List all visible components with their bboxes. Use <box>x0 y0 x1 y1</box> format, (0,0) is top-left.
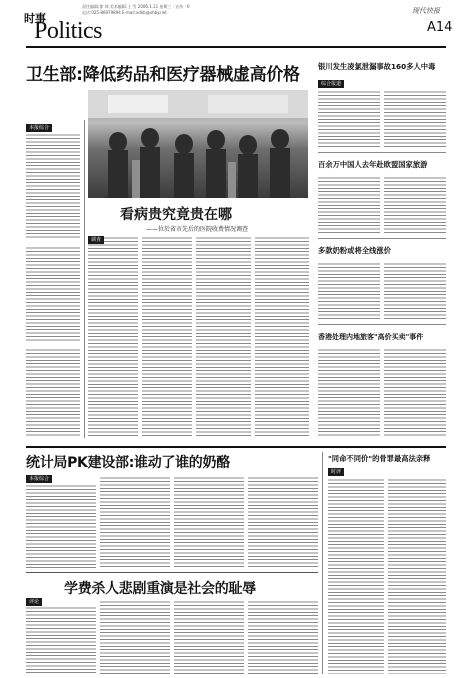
masthead-meta: 责任编辑:徐 坤 美术编辑:王 雪 2006.1.11 星期三 · 宣传 · 0 <box>82 4 190 9</box>
article-left-column-3 <box>26 348 80 438</box>
right-story-1-col-b <box>384 90 446 148</box>
photo-headline: 看病贵究竟贵在哪 <box>120 207 232 223</box>
right-story-3-col-a <box>318 262 380 320</box>
right-headline-4: 香港处理内地旅客"高价买卖"事件 <box>318 333 424 341</box>
right-story-1-col-a <box>318 90 380 148</box>
section-title-cn: 时事 <box>24 12 46 25</box>
right-headline-2: 百余万中国人去年赴欧盟国家旅游 <box>318 160 428 169</box>
lower-divider <box>26 572 318 573</box>
right-story-2-col-b <box>384 176 446 234</box>
page-number: A14 <box>427 20 453 35</box>
masthead-contact: 电话:025-86979894 E-mail:xdkb@xhby.net <box>82 10 167 15</box>
section-title-en: Politics <box>34 18 103 44</box>
right-story-2-col-a <box>318 176 380 234</box>
right-headline-3: 多款奶粉或将全线涨价 <box>318 246 391 255</box>
hospital-photo <box>88 90 308 198</box>
lower-story-2-col-3 <box>174 600 244 674</box>
article-left-column-2 <box>26 246 80 342</box>
right-story-4-col-b <box>384 348 446 438</box>
lower-story-2-col-4 <box>248 600 318 674</box>
opinion-col-a <box>328 478 384 674</box>
right-headline-1: 银川发生凌氯泄漏事故160多人中毒 <box>318 62 436 71</box>
article-left-column <box>26 133 80 240</box>
article-body-col-4 <box>255 236 309 438</box>
lower-story-1-col-2 <box>100 476 170 568</box>
tag-opinion: 时评 <box>328 468 344 476</box>
lower-story-1-col-4 <box>248 476 318 568</box>
masthead <box>0 0 463 52</box>
right-divider-1 <box>318 152 446 153</box>
lower-story-1-col-1 <box>26 484 96 568</box>
right-divider-2 <box>318 238 446 239</box>
main-headline: 卫生部:降低药品和医疗器械虚高价格 <box>26 65 300 85</box>
paper-name: 现代快报 <box>412 7 440 15</box>
opinion-col-b <box>388 478 446 674</box>
lower-headline-2: 学费杀人悲剧重演是社会的耻辱 <box>64 581 256 597</box>
right-divider-3 <box>318 324 446 325</box>
lower-story-2-col-2 <box>100 600 170 674</box>
article-body-col-3 <box>196 236 251 438</box>
photo-subheadline: ——位於省市先后的医院收费情况调查 <box>146 226 249 233</box>
crowd-illustration <box>88 90 308 198</box>
opinion-headline: "同命不同价"的骨罪最高法亲释 <box>328 454 431 463</box>
tag-right-1: 综合报道 <box>318 80 344 88</box>
lower-story-1-col-3 <box>174 476 244 568</box>
tag-lower-1: 本报综合 <box>26 475 52 483</box>
opinion-divider <box>322 452 323 674</box>
tag-left: 本报综合 <box>26 124 52 132</box>
article-body-col-2 <box>142 236 192 438</box>
article-body-col-1 <box>88 236 138 438</box>
lower-headline-1: 统计局PK建设部:谁动了谁的奶酪 <box>26 455 230 471</box>
right-story-3-col-b <box>384 262 446 320</box>
column-label: 调查 <box>88 236 104 244</box>
col-divider <box>84 120 85 438</box>
masthead-rule <box>26 46 446 48</box>
lower-story-2-col-1 <box>26 606 96 674</box>
tag-lower-2: 评论 <box>26 598 42 606</box>
section-rule <box>26 446 446 448</box>
right-story-4-col-a <box>318 348 380 438</box>
